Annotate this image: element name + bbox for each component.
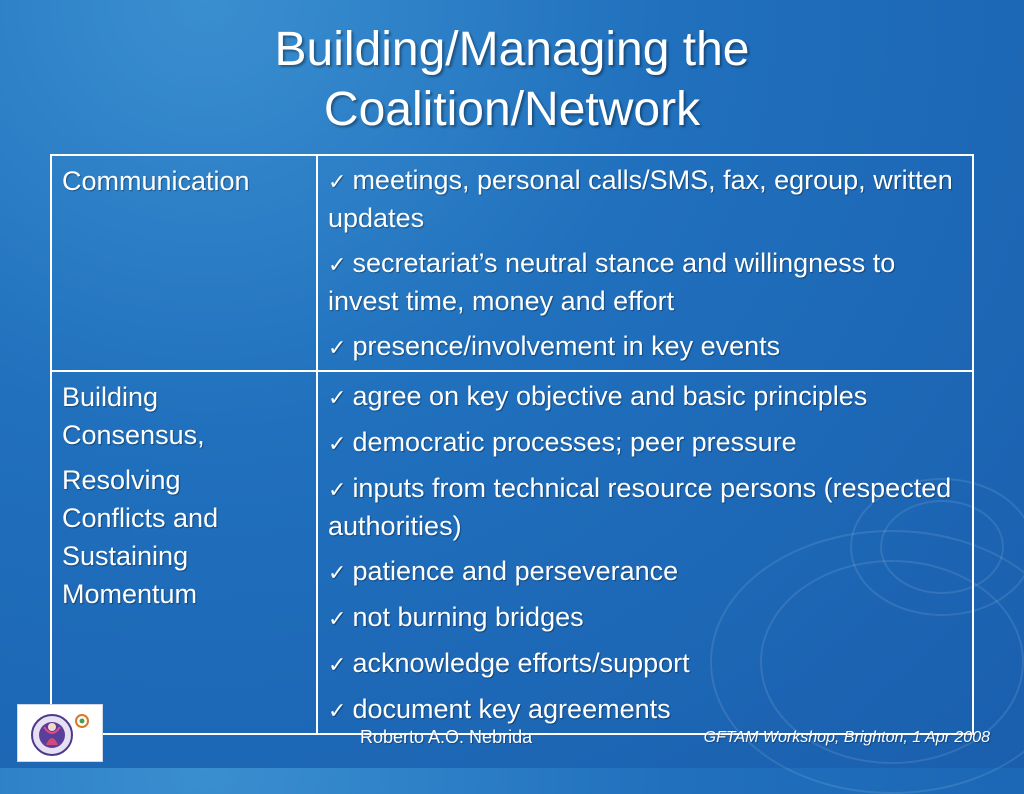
row-label: Consensus,: [62, 420, 205, 450]
footer-event: GFTAM Workshop, Brighton, 1 Apr 2008: [703, 729, 990, 746]
row-label-cell: [51, 155, 317, 371]
list-item-text: agree on key objective and basic principles: [352, 381, 868, 411]
list-item-text: meetings, personal calls/SMS, fax, egroup, written updates: [328, 165, 953, 233]
checkmark-icon: ✓: [328, 385, 347, 410]
row-items-cell: [317, 371, 973, 734]
title-line-1: Building/Managing the: [274, 23, 750, 76]
list-item-text: acknowledge efforts/support: [352, 648, 690, 678]
list-item: [328, 599, 962, 637]
list-item: [328, 691, 962, 729]
list-item: [328, 328, 962, 366]
checkmark-icon: ✓: [328, 169, 347, 194]
list-item-text: inputs from technical resource persons (respected authorities): [328, 473, 952, 541]
checkmark-icon: ✓: [328, 606, 347, 631]
list-item-text: document key agreements: [352, 694, 671, 724]
row-label: Communication: [62, 166, 250, 196]
logo-emblem-icon: [18, 705, 102, 761]
list-item-text: patience and perseverance: [352, 556, 679, 586]
content-table: [50, 154, 974, 735]
list-item-text: democratic processes; peer pressure: [352, 427, 797, 457]
title-line-2: Coalition/Network: [323, 83, 701, 136]
checkmark-icon: ✓: [328, 652, 347, 677]
row-label: Building: [62, 382, 159, 412]
checkmark-icon: ✓: [328, 335, 347, 360]
row-label-cell: [51, 371, 317, 734]
list-item: [328, 378, 962, 416]
row-label: Conflicts and: [62, 503, 219, 533]
checkmark-icon: ✓: [328, 477, 347, 502]
slide-title: [0, 20, 1024, 140]
list-item-text: secretariat’s neutral stance and willingness to invest time, money and effort: [328, 248, 896, 316]
table-row-consensus: [51, 371, 973, 734]
table-row-communication: [51, 155, 973, 371]
row-label: Momentum: [62, 579, 198, 609]
footer-author: Roberto A.O. Nebrida: [360, 727, 533, 747]
row-label: Resolving: [62, 465, 181, 495]
list-item: [328, 470, 962, 545]
list-item: [328, 245, 962, 320]
row-label: Sustaining: [62, 541, 189, 571]
list-item-text: not burning bridges: [352, 602, 584, 632]
list-item: [328, 424, 962, 462]
list-item: [328, 162, 962, 237]
row-items-cell: [317, 155, 973, 371]
checkmark-icon: ✓: [328, 252, 347, 277]
list-item: [328, 553, 962, 591]
checkmark-icon: ✓: [328, 560, 347, 585]
list-item: [328, 645, 962, 683]
checkmark-icon: ✓: [328, 698, 347, 723]
list-item-text: presence/involvement in key events: [352, 331, 781, 361]
organization-logo: [17, 704, 103, 762]
checkmark-icon: ✓: [328, 431, 347, 456]
